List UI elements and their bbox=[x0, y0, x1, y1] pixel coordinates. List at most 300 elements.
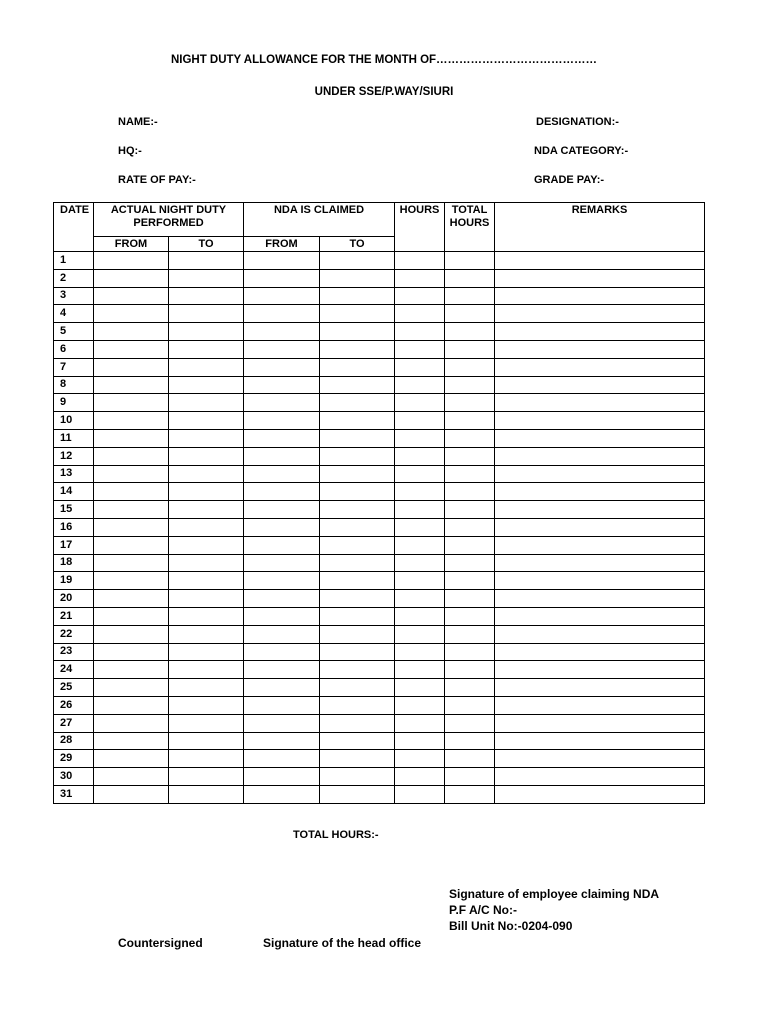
date-cell: 28 bbox=[54, 732, 94, 750]
table-row bbox=[54, 661, 705, 679]
form-title: NIGHT DUTY ALLOWANCE FOR THE MONTH OF…………………………………… bbox=[170, 54, 598, 66]
claimed-to-cell[interactable] bbox=[320, 483, 395, 501]
claimed-from-cell[interactable] bbox=[244, 429, 320, 447]
table-row bbox=[54, 768, 705, 786]
name-field-label: NAME:- bbox=[118, 116, 158, 128]
hours-cell[interactable] bbox=[395, 661, 445, 679]
actual-from-cell[interactable] bbox=[94, 305, 169, 323]
claimed-to-cell[interactable] bbox=[320, 554, 395, 572]
actual-from-cell[interactable] bbox=[94, 643, 169, 661]
date-cell: 6 bbox=[54, 340, 94, 358]
total-hours-cell[interactable] bbox=[445, 447, 495, 465]
claimed-to-cell[interactable] bbox=[320, 643, 395, 661]
actual-duty-header: ACTUAL NIGHT DUTY PERFORMED bbox=[94, 203, 244, 237]
actual-from-cell[interactable] bbox=[94, 394, 169, 412]
actual-to-cell[interactable] bbox=[169, 607, 244, 625]
total-hours-cell[interactable] bbox=[445, 607, 495, 625]
total-hours-cell[interactable] bbox=[445, 768, 495, 786]
actual-to-cell[interactable] bbox=[169, 358, 244, 376]
actual-from-cell[interactable] bbox=[94, 732, 169, 750]
claimed-to-cell[interactable] bbox=[320, 323, 395, 341]
date-cell: 8 bbox=[54, 376, 94, 394]
claimed-to-cell[interactable] bbox=[320, 429, 395, 447]
employee-signature-label: Signature of employee claiming NDA bbox=[449, 887, 660, 901]
claimed-to-cell[interactable] bbox=[320, 252, 395, 270]
actual-from-cell[interactable] bbox=[94, 696, 169, 714]
table-row bbox=[54, 501, 705, 519]
remarks-cell[interactable] bbox=[495, 785, 705, 803]
total-hours-cell[interactable] bbox=[445, 252, 495, 270]
remarks-cell[interactable] bbox=[495, 447, 705, 465]
actual-from-cell[interactable] bbox=[94, 518, 169, 536]
remarks-cell[interactable] bbox=[495, 376, 705, 394]
remarks-cell[interactable] bbox=[495, 465, 705, 483]
claimed-to-cell[interactable] bbox=[320, 287, 395, 305]
table-row bbox=[54, 483, 705, 501]
claimed-from-cell[interactable] bbox=[244, 732, 320, 750]
remarks-cell[interactable] bbox=[495, 358, 705, 376]
table-row bbox=[54, 412, 705, 430]
claimed-to-cell[interactable] bbox=[320, 465, 395, 483]
claimed-from-cell[interactable] bbox=[244, 750, 320, 768]
claimed-to-cell[interactable] bbox=[320, 394, 395, 412]
total-hours-cell[interactable] bbox=[445, 429, 495, 447]
claimed-from-cell[interactable] bbox=[244, 394, 320, 412]
hours-cell[interactable] bbox=[395, 340, 445, 358]
total-hours-cell[interactable] bbox=[445, 340, 495, 358]
claimed-from-cell[interactable] bbox=[244, 590, 320, 608]
date-cell: 19 bbox=[54, 572, 94, 590]
actual-to-cell[interactable] bbox=[169, 483, 244, 501]
actual-from-cell[interactable] bbox=[94, 607, 169, 625]
hours-cell[interactable] bbox=[395, 287, 445, 305]
claimed-from-cell[interactable] bbox=[244, 572, 320, 590]
hours-cell[interactable] bbox=[395, 429, 445, 447]
actual-to-cell[interactable] bbox=[169, 447, 244, 465]
claimed-from-cell[interactable] bbox=[244, 501, 320, 519]
remarks-cell[interactable] bbox=[495, 483, 705, 501]
claimed-from-cell[interactable] bbox=[244, 536, 320, 554]
hours-cell[interactable] bbox=[395, 714, 445, 732]
hours-cell[interactable] bbox=[395, 501, 445, 519]
date-cell: 29 bbox=[54, 750, 94, 768]
actual-to-cell[interactable] bbox=[169, 679, 244, 697]
claimed-from-cell[interactable] bbox=[244, 323, 320, 341]
remarks-cell[interactable] bbox=[495, 252, 705, 270]
total-hours-cell[interactable] bbox=[445, 483, 495, 501]
total-hours-cell[interactable] bbox=[445, 679, 495, 697]
actual-from-cell[interactable] bbox=[94, 750, 169, 768]
actual-to-cell[interactable] bbox=[169, 429, 244, 447]
table-row bbox=[54, 518, 705, 536]
hours-cell[interactable] bbox=[395, 376, 445, 394]
actual-from-cell[interactable] bbox=[94, 358, 169, 376]
actual-from-cell[interactable] bbox=[94, 447, 169, 465]
remarks-cell[interactable] bbox=[495, 732, 705, 750]
hours-cell[interactable] bbox=[395, 590, 445, 608]
date-cell: 1 bbox=[54, 252, 94, 270]
claimed-to-cell[interactable] bbox=[320, 607, 395, 625]
claimed-from-header: FROM bbox=[244, 237, 320, 252]
head-office-signature-label: Signature of the head office bbox=[263, 936, 422, 950]
claimed-to-cell[interactable] bbox=[320, 661, 395, 679]
remarks-cell[interactable] bbox=[495, 554, 705, 572]
hours-cell[interactable] bbox=[395, 323, 445, 341]
countersigned-label: Countersigned bbox=[118, 936, 203, 950]
total-hours-cell[interactable] bbox=[445, 394, 495, 412]
hours-cell[interactable] bbox=[395, 269, 445, 287]
designation-field-label: DESIGNATION:- bbox=[536, 116, 619, 128]
date-cell: 30 bbox=[54, 768, 94, 786]
date-cell: 20 bbox=[54, 590, 94, 608]
actual-from-cell[interactable] bbox=[94, 554, 169, 572]
claimed-from-cell[interactable] bbox=[244, 714, 320, 732]
form-subtitle: UNDER SSE/P.WAY/SIURI bbox=[314, 86, 454, 98]
hours-cell[interactable] bbox=[395, 518, 445, 536]
claimed-to-header: TO bbox=[320, 237, 395, 252]
date-cell: 23 bbox=[54, 643, 94, 661]
claimed-to-cell[interactable] bbox=[320, 768, 395, 786]
table-row bbox=[54, 572, 705, 590]
actual-to-cell[interactable] bbox=[169, 252, 244, 270]
table-row bbox=[54, 269, 705, 287]
nda-claimed-header: NDA IS CLAIMED bbox=[244, 203, 395, 237]
date-cell: 7 bbox=[54, 358, 94, 376]
claimed-from-cell[interactable] bbox=[244, 643, 320, 661]
total-hours-cell[interactable] bbox=[445, 554, 495, 572]
table-row bbox=[54, 394, 705, 412]
claimed-from-cell[interactable] bbox=[244, 340, 320, 358]
remarks-cell[interactable] bbox=[495, 590, 705, 608]
table-row bbox=[54, 447, 705, 465]
total-hours-cell[interactable] bbox=[445, 572, 495, 590]
hours-cell[interactable] bbox=[395, 554, 445, 572]
claimed-from-cell[interactable] bbox=[244, 305, 320, 323]
nda-table bbox=[53, 202, 705, 804]
claimed-from-cell[interactable] bbox=[244, 447, 320, 465]
date-cell: 14 bbox=[54, 483, 94, 501]
total-hours-cell[interactable] bbox=[445, 465, 495, 483]
remarks-cell[interactable] bbox=[495, 429, 705, 447]
actual-from-cell[interactable] bbox=[94, 465, 169, 483]
actual-to-cell[interactable] bbox=[169, 625, 244, 643]
actual-to-cell[interactable] bbox=[169, 696, 244, 714]
hours-cell[interactable] bbox=[395, 572, 445, 590]
total-hours-cell[interactable] bbox=[445, 323, 495, 341]
date-cell: 22 bbox=[54, 625, 94, 643]
table-row bbox=[54, 305, 705, 323]
actual-to-cell[interactable] bbox=[169, 323, 244, 341]
actual-to-cell[interactable] bbox=[169, 305, 244, 323]
claimed-to-cell[interactable] bbox=[320, 269, 395, 287]
remarks-cell[interactable] bbox=[495, 305, 705, 323]
actual-to-header: TO bbox=[169, 237, 244, 252]
actual-to-cell[interactable] bbox=[169, 536, 244, 554]
date-cell: 5 bbox=[54, 323, 94, 341]
hours-cell[interactable] bbox=[395, 607, 445, 625]
remarks-cell[interactable] bbox=[495, 572, 705, 590]
nda-category-field-label: NDA CATEGORY:- bbox=[534, 145, 629, 157]
actual-to-cell[interactable] bbox=[169, 394, 244, 412]
actual-from-cell[interactable] bbox=[94, 340, 169, 358]
table-row bbox=[54, 536, 705, 554]
date-cell: 11 bbox=[54, 429, 94, 447]
claimed-from-cell[interactable] bbox=[244, 768, 320, 786]
date-cell: 27 bbox=[54, 714, 94, 732]
hq-field-label: HQ:- bbox=[118, 145, 142, 157]
hours-cell[interactable] bbox=[395, 536, 445, 554]
actual-to-cell[interactable] bbox=[169, 269, 244, 287]
table-row bbox=[54, 376, 705, 394]
total-hours-cell[interactable] bbox=[445, 518, 495, 536]
date-cell: 10 bbox=[54, 412, 94, 430]
remarks-cell[interactable] bbox=[495, 679, 705, 697]
hours-cell[interactable] bbox=[395, 465, 445, 483]
actual-from-cell[interactable] bbox=[94, 287, 169, 305]
date-cell: 17 bbox=[54, 536, 94, 554]
pf-account-label: P.F A/C No:- bbox=[449, 903, 517, 917]
claimed-from-cell[interactable] bbox=[244, 661, 320, 679]
total-hours-label: TOTAL HOURS:- bbox=[293, 829, 379, 841]
date-cell: 26 bbox=[54, 696, 94, 714]
actual-from-cell[interactable] bbox=[94, 714, 169, 732]
claimed-to-cell[interactable] bbox=[320, 625, 395, 643]
claimed-to-cell[interactable] bbox=[320, 358, 395, 376]
total-hours-cell[interactable] bbox=[445, 643, 495, 661]
total-hours-cell[interactable] bbox=[445, 305, 495, 323]
claimed-from-cell[interactable] bbox=[244, 607, 320, 625]
table-row bbox=[54, 465, 705, 483]
hours-cell[interactable] bbox=[395, 750, 445, 768]
remarks-cell[interactable] bbox=[495, 661, 705, 679]
hours-cell[interactable] bbox=[395, 696, 445, 714]
remarks-cell[interactable] bbox=[495, 696, 705, 714]
actual-from-cell[interactable] bbox=[94, 536, 169, 554]
table-row bbox=[54, 554, 705, 572]
hours-cell[interactable] bbox=[395, 785, 445, 803]
remarks-cell[interactable] bbox=[495, 412, 705, 430]
actual-from-cell[interactable] bbox=[94, 376, 169, 394]
date-cell: 25 bbox=[54, 679, 94, 697]
rate-of-pay-field-label: RATE OF PAY:- bbox=[118, 174, 196, 186]
remarks-cell[interactable] bbox=[495, 340, 705, 358]
date-header: DATE bbox=[54, 203, 94, 252]
claimed-from-cell[interactable] bbox=[244, 376, 320, 394]
date-cell: 2 bbox=[54, 269, 94, 287]
actual-to-cell[interactable] bbox=[169, 554, 244, 572]
remarks-cell[interactable] bbox=[495, 643, 705, 661]
claimed-from-cell[interactable] bbox=[244, 358, 320, 376]
hours-header: HOURS bbox=[395, 203, 445, 252]
total-hours-cell[interactable] bbox=[445, 269, 495, 287]
hours-cell[interactable] bbox=[395, 394, 445, 412]
claimed-to-cell[interactable] bbox=[320, 572, 395, 590]
table-row bbox=[54, 358, 705, 376]
actual-to-cell[interactable] bbox=[169, 376, 244, 394]
actual-to-cell[interactable] bbox=[169, 732, 244, 750]
table-row bbox=[54, 785, 705, 803]
actual-from-cell[interactable] bbox=[94, 590, 169, 608]
actual-from-cell[interactable] bbox=[94, 661, 169, 679]
table-row bbox=[54, 750, 705, 768]
total-hours-cell[interactable] bbox=[445, 625, 495, 643]
actual-from-cell[interactable] bbox=[94, 269, 169, 287]
total-hours-cell[interactable] bbox=[445, 376, 495, 394]
date-cell: 3 bbox=[54, 287, 94, 305]
hours-cell[interactable] bbox=[395, 768, 445, 786]
claimed-from-cell[interactable] bbox=[244, 554, 320, 572]
claimed-from-cell[interactable] bbox=[244, 483, 320, 501]
claimed-to-cell[interactable] bbox=[320, 501, 395, 519]
claimed-to-cell[interactable] bbox=[320, 785, 395, 803]
hours-cell[interactable] bbox=[395, 358, 445, 376]
claimed-to-cell[interactable] bbox=[320, 518, 395, 536]
total-hours-cell[interactable] bbox=[445, 412, 495, 430]
grade-pay-field-label: GRADE PAY:- bbox=[534, 174, 605, 186]
actual-from-cell[interactable] bbox=[94, 323, 169, 341]
date-cell: 15 bbox=[54, 501, 94, 519]
hours-cell[interactable] bbox=[395, 447, 445, 465]
hours-cell[interactable] bbox=[395, 643, 445, 661]
claimed-to-cell[interactable] bbox=[320, 714, 395, 732]
actual-from-cell[interactable] bbox=[94, 483, 169, 501]
claimed-from-cell[interactable] bbox=[244, 287, 320, 305]
remarks-cell[interactable] bbox=[495, 323, 705, 341]
table-row bbox=[54, 590, 705, 608]
actual-to-cell[interactable] bbox=[169, 714, 244, 732]
actual-to-cell[interactable] bbox=[169, 340, 244, 358]
actual-from-cell[interactable] bbox=[94, 412, 169, 430]
total-hours-cell[interactable] bbox=[445, 590, 495, 608]
remarks-cell[interactable] bbox=[495, 518, 705, 536]
remarks-cell[interactable] bbox=[495, 536, 705, 554]
table-row bbox=[54, 429, 705, 447]
claimed-to-cell[interactable] bbox=[320, 732, 395, 750]
claimed-from-cell[interactable] bbox=[244, 412, 320, 430]
hours-cell[interactable] bbox=[395, 732, 445, 750]
hours-cell[interactable] bbox=[395, 679, 445, 697]
hours-cell[interactable] bbox=[395, 412, 445, 430]
total-hours-cell[interactable] bbox=[445, 287, 495, 305]
total-hours-cell[interactable] bbox=[445, 732, 495, 750]
claimed-from-cell[interactable] bbox=[244, 785, 320, 803]
remarks-header: REMARKS bbox=[495, 203, 705, 252]
actual-from-cell[interactable] bbox=[94, 768, 169, 786]
table-row bbox=[54, 679, 705, 697]
hours-cell[interactable] bbox=[395, 305, 445, 323]
remarks-cell[interactable] bbox=[495, 501, 705, 519]
date-cell: 9 bbox=[54, 394, 94, 412]
date-cell: 13 bbox=[54, 465, 94, 483]
table-row bbox=[54, 252, 705, 270]
actual-to-cell[interactable] bbox=[169, 287, 244, 305]
remarks-cell[interactable] bbox=[495, 269, 705, 287]
actual-to-cell[interactable] bbox=[169, 590, 244, 608]
actual-to-cell[interactable] bbox=[169, 768, 244, 786]
claimed-from-cell[interactable] bbox=[244, 696, 320, 714]
actual-from-cell[interactable] bbox=[94, 572, 169, 590]
table-row bbox=[54, 607, 705, 625]
remarks-cell[interactable] bbox=[495, 750, 705, 768]
actual-to-cell[interactable] bbox=[169, 572, 244, 590]
claimed-to-cell[interactable] bbox=[320, 696, 395, 714]
actual-from-cell[interactable] bbox=[94, 429, 169, 447]
total-hours-cell[interactable] bbox=[445, 501, 495, 519]
remarks-cell[interactable] bbox=[495, 625, 705, 643]
date-cell: 31 bbox=[54, 785, 94, 803]
actual-from-cell[interactable] bbox=[94, 625, 169, 643]
remarks-cell[interactable] bbox=[495, 768, 705, 786]
total-hours-cell[interactable] bbox=[445, 696, 495, 714]
claimed-to-cell[interactable] bbox=[320, 590, 395, 608]
actual-to-cell[interactable] bbox=[169, 750, 244, 768]
remarks-cell[interactable] bbox=[495, 607, 705, 625]
total-hours-cell[interactable] bbox=[445, 536, 495, 554]
remarks-cell[interactable] bbox=[495, 394, 705, 412]
table-row bbox=[54, 625, 705, 643]
hours-cell[interactable] bbox=[395, 483, 445, 501]
total-hours-cell[interactable] bbox=[445, 714, 495, 732]
claimed-to-cell[interactable] bbox=[320, 447, 395, 465]
total-hours-cell[interactable] bbox=[445, 661, 495, 679]
total-hours-header: TOTAL HOURS bbox=[445, 203, 495, 252]
claimed-to-cell[interactable] bbox=[320, 340, 395, 358]
table-row bbox=[54, 732, 705, 750]
claimed-to-cell[interactable] bbox=[320, 412, 395, 430]
claimed-from-cell[interactable] bbox=[244, 252, 320, 270]
claimed-from-cell[interactable] bbox=[244, 269, 320, 287]
claimed-to-cell[interactable] bbox=[320, 536, 395, 554]
hours-cell[interactable] bbox=[395, 252, 445, 270]
actual-to-cell[interactable] bbox=[169, 785, 244, 803]
total-hours-cell[interactable] bbox=[445, 358, 495, 376]
actual-to-cell[interactable] bbox=[169, 518, 244, 536]
total-hours-cell[interactable] bbox=[445, 750, 495, 768]
table-row bbox=[54, 643, 705, 661]
actual-to-cell[interactable] bbox=[169, 643, 244, 661]
claimed-from-cell[interactable] bbox=[244, 679, 320, 697]
bill-unit-label: Bill Unit No:-0204-090 bbox=[449, 919, 573, 933]
table-row bbox=[54, 340, 705, 358]
claimed-from-cell[interactable] bbox=[244, 518, 320, 536]
hours-cell[interactable] bbox=[395, 625, 445, 643]
claimed-from-cell[interactable] bbox=[244, 465, 320, 483]
actual-from-cell[interactable] bbox=[94, 785, 169, 803]
actual-to-cell[interactable] bbox=[169, 661, 244, 679]
remarks-cell[interactable] bbox=[495, 287, 705, 305]
actual-from-cell[interactable] bbox=[94, 252, 169, 270]
claimed-to-cell[interactable] bbox=[320, 750, 395, 768]
remarks-cell[interactable] bbox=[495, 714, 705, 732]
claimed-to-cell[interactable] bbox=[320, 679, 395, 697]
actual-to-cell[interactable] bbox=[169, 501, 244, 519]
actual-from-cell[interactable] bbox=[94, 501, 169, 519]
claimed-to-cell[interactable] bbox=[320, 376, 395, 394]
table-row bbox=[54, 714, 705, 732]
date-cell: 24 bbox=[54, 661, 94, 679]
actual-from-cell[interactable] bbox=[94, 679, 169, 697]
claimed-to-cell[interactable] bbox=[320, 305, 395, 323]
date-cell: 18 bbox=[54, 554, 94, 572]
claimed-from-cell[interactable] bbox=[244, 625, 320, 643]
table-body bbox=[54, 252, 705, 804]
actual-from-header: FROM bbox=[94, 237, 169, 252]
total-hours-cell[interactable] bbox=[445, 785, 495, 803]
actual-to-cell[interactable] bbox=[169, 412, 244, 430]
actual-to-cell[interactable] bbox=[169, 465, 244, 483]
table-row bbox=[54, 287, 705, 305]
table-row bbox=[54, 696, 705, 714]
